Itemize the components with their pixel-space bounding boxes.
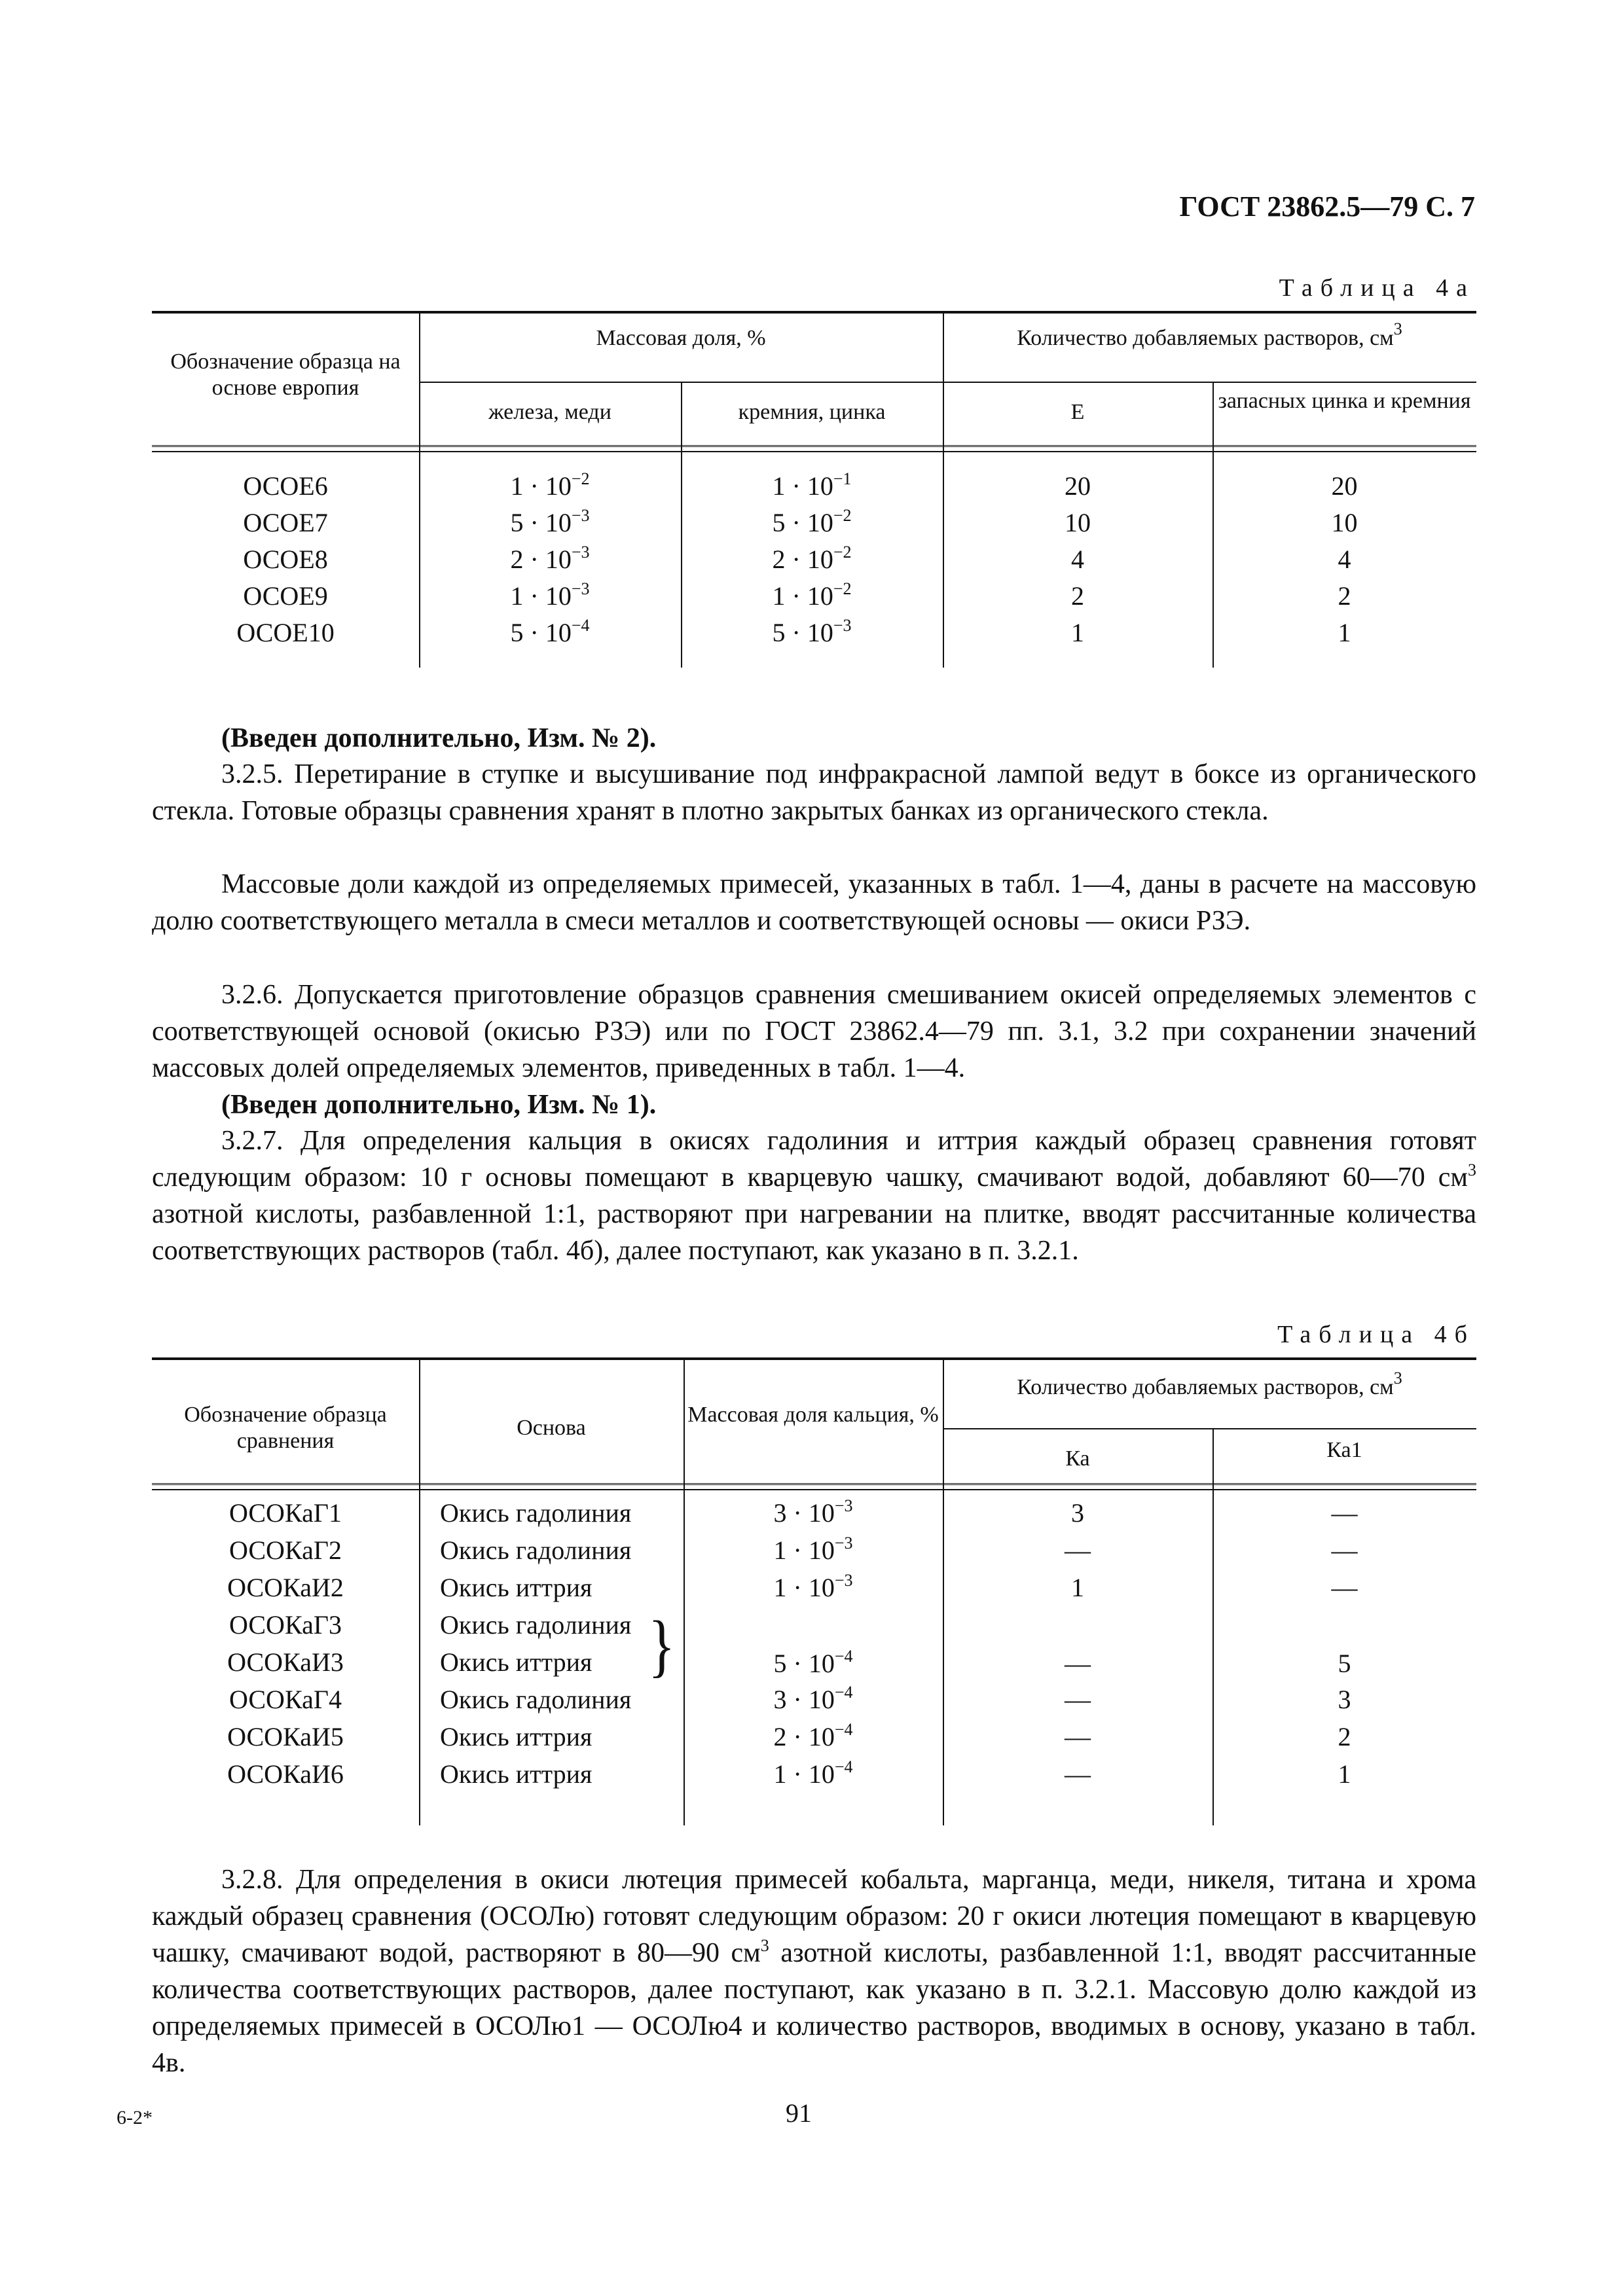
cell-sample: ОСОКаГ3: [229, 1610, 342, 1640]
amendment-2: (Введен дополнительно, Изм. № 2).: [221, 723, 657, 753]
cell-stock: 20: [1331, 471, 1358, 501]
table-4a-caption: Таблица 4а: [1279, 274, 1475, 302]
para-3-2-5: 3.2.5. Перетирание в ступке и высушивание под инфракрасной лампой ведут в боксе из органического стекла. Готовые образцы сравнения хранят в плотно закрытых банках из органического стекла.: [152, 759, 1476, 826]
cell-ca: 3: [1071, 1498, 1084, 1528]
cell-sample: ОСОКаГ1: [229, 1498, 342, 1528]
header-mass: Массовая доля, %: [596, 326, 766, 350]
cell-e: 4: [1071, 545, 1084, 574]
cell-ca: —: [1065, 1685, 1091, 1714]
table-4b-caption: Таблица 4б: [1277, 1321, 1475, 1348]
cell-stock: 10: [1331, 508, 1358, 537]
cell-ca1: —: [1331, 1535, 1358, 1565]
header-base: Основа: [517, 1416, 586, 1440]
footer-code: 6-2*: [117, 2107, 153, 2128]
cell-base: Окись иттрия: [440, 1647, 593, 1677]
cell-mass: $1 \cdot 10^{-3}$: [773, 1571, 853, 1602]
header-mass-ca: Массовая доля кальция, %: [687, 1403, 939, 1427]
page-header: ГОСТ 23862.5—79 С. 7: [1179, 190, 1475, 223]
cell-stock: 1: [1338, 618, 1351, 647]
cell-e: 20: [1065, 471, 1091, 501]
cell-mass: $1 \cdot 10^{-4}$: [773, 1757, 853, 1789]
cell-e: 2: [1071, 581, 1084, 611]
cell-mass: $3 \cdot 10^{-3}$: [773, 1496, 853, 1528]
para-3-2-8: 3.2.8. Для определения в окиси лютеция примесей кобальта, марганца, меди, никеля, титана и хрома каждый образец сравнения (ОСОЛю) готовят следующим образом: 20 г окиси лютеция помещают в кварцевую чашку, смачивают водой, растворяют в 80—90 $см^3$ азотной кислоты, разбавленной 1:1, вводят рассчитанные количества соответствующих растворов, далее поступают, как указано в п. 3.2.1. Массовую долю каждой из определяемых примесей в ОСОЛю1 — ОСОЛю4 и количество растворов, вводимых в основу, указано в табл. 4в.: [152, 1865, 1476, 2078]
cell-ca1: —: [1331, 1498, 1358, 1528]
header-sample: Обозначение образца на основе европия: [170, 350, 401, 400]
cell-ca: —: [1065, 1535, 1091, 1565]
cell-ca: —: [1065, 1722, 1091, 1751]
header-e: Е: [1070, 400, 1085, 424]
header-qty: Количество добавляемых растворов, $см^3$: [1017, 1369, 1402, 1399]
cell-sample: ОСОКаГ4: [229, 1685, 342, 1714]
cell-e: 10: [1065, 508, 1091, 537]
cell-sample: ОСОКаИ5: [227, 1722, 344, 1751]
cell-fe: $5 \cdot 10^{-4}$: [510, 616, 590, 647]
cell-sample: ОСОКаИ3: [227, 1647, 344, 1677]
cell-sample: ОСОКаИ6: [227, 1759, 344, 1789]
cell-name: ОСОЕ10: [236, 618, 335, 647]
header-qty: Количество добавляемых растворов, $см^3$: [1017, 319, 1402, 350]
grouping-brace: }: [648, 1605, 676, 1684]
cell-mass: $3 \cdot 10^{-4}$: [773, 1683, 853, 1714]
cell-mass: $2 \cdot 10^{-4}$: [773, 1720, 853, 1751]
cell-sample: ОСОКаГ2: [229, 1535, 342, 1565]
para-3-2-5b: Массовые доли каждой из определяемых примесей, указанных в табл. 1—4, даны в расчете на массовую долю соответствующего металла в смеси металлов и соответствующей основы — окиси РЗЭ.: [152, 869, 1476, 936]
cell-ca1: 3: [1338, 1685, 1351, 1714]
cell-e: 1: [1071, 618, 1084, 647]
cell-si: $5 \cdot 10^{-3}$: [772, 616, 852, 647]
cell-si: $1 \cdot 10^{-2}$: [772, 579, 852, 611]
header-ca1: Ка1: [1326, 1438, 1362, 1462]
cell-base: Окись иттрия: [440, 1759, 593, 1789]
para-3-2-7: 3.2.7. Для определения кальция в окисях гадолиния и иттрия каждый образец сравнения готовят следующим образом: 10 г основы помещают в кварцевую чашку, смачивают водой, добавляют 60—70 $см^3$ азотной кислоты, разбавленной 1:1, растворяют при нагревании на плитке, вводят рассчитанные количества соответствующих растворов (табл. 4б), далее поступают, как указано в п. 3.2.1.: [152, 1126, 1476, 1266]
cell-ca: 1: [1071, 1573, 1084, 1602]
cell-fe: $2 \cdot 10^{-3}$: [510, 543, 590, 574]
header-ca: Ка: [1065, 1446, 1090, 1471]
merged-mass: $5 \cdot 10^{-4}$: [773, 1647, 853, 1678]
cell-ca1: 2: [1338, 1722, 1351, 1751]
cell-base: Окись иттрия: [440, 1722, 593, 1751]
cell-name: ОСОЕ8: [243, 545, 328, 574]
header-sample: Обозначение образца сравнения: [184, 1403, 387, 1453]
table-4a: [152, 311, 1476, 668]
cell-base: Окись гадолиния: [440, 1498, 632, 1528]
table-4b: [152, 1357, 1476, 1825]
cell-stock: 4: [1338, 545, 1351, 574]
cell-base: Окись гадолиния: [440, 1685, 632, 1714]
cell-ca1: 1: [1338, 1759, 1351, 1789]
cell-ca: —: [1065, 1759, 1091, 1789]
page-number: 91: [786, 2098, 812, 2128]
amendment-1: (Введен дополнительно, Изм. № 1).: [221, 1090, 657, 1120]
cell-ca1: —: [1331, 1573, 1358, 1602]
cell-base: Окись гадолиния: [440, 1610, 632, 1640]
header-stock: запасных цинка и кремния: [1218, 389, 1471, 413]
cell-fe: $1 \cdot 10^{-2}$: [510, 469, 590, 501]
cell-stock: 2: [1338, 581, 1351, 611]
cell-name: ОСОЕ7: [243, 508, 328, 537]
cell-mass: $1 \cdot 10^{-3}$: [773, 1534, 853, 1565]
cell-name: ОСОЕ6: [243, 471, 328, 501]
header-fe-cu: железа, меди: [488, 400, 611, 424]
cell-si: $1 \cdot 10^{-1}$: [772, 469, 852, 501]
cell-si: $2 \cdot 10^{-2}$: [772, 543, 852, 574]
merged-ca: —: [1065, 1649, 1091, 1678]
cell-si: $5 \cdot 10^{-2}$: [772, 506, 852, 537]
cell-fe: $1 \cdot 10^{-3}$: [510, 579, 590, 611]
cell-base: Окись иттрия: [440, 1573, 593, 1602]
cell-sample: ОСОКаИ2: [227, 1573, 344, 1602]
cell-base: Окись гадолиния: [440, 1535, 632, 1565]
cell-fe: $5 \cdot 10^{-3}$: [510, 506, 590, 537]
header-si-zn: кремния, цинка: [738, 400, 886, 424]
merged-ca1: 5: [1338, 1649, 1351, 1678]
para-3-2-6: 3.2.6. Допускается приготовление образцов сравнения смешиванием окисей определяемых элементов с соответствующей основой (окисью РЗЭ) или по ГОСТ 23862.4—79 пп. 3.1, 3.2 при сохранении значений массовых долей определяемых элементов, приведенных в табл. 1—4.: [152, 980, 1476, 1083]
cell-name: ОСОЕ9: [243, 581, 328, 611]
